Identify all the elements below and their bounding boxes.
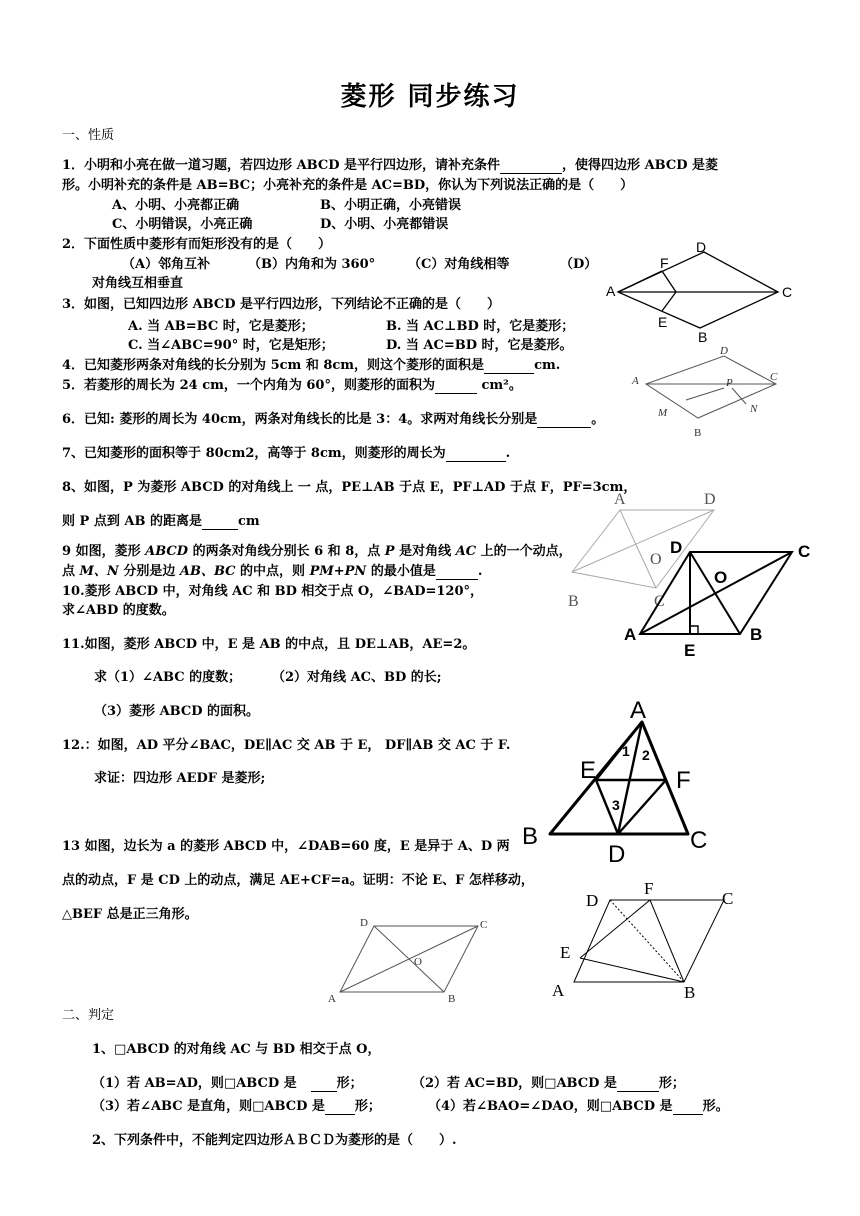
q5-text-b: cm²。: [476, 378, 522, 393]
figure-q10-rhombus: [322, 912, 502, 1004]
page-title: 菱形 同步练习: [340, 82, 520, 112]
q12-label-d: D: [608, 841, 626, 868]
question-12-line-1: 12.：如图，AD 平分∠BAC，DE∥AC 交 AB 于 E， DF∥AB 交 AC 于 F.: [62, 738, 511, 753]
q3-option-d: D. 当 AC=BD 时，它是菱形。: [386, 338, 573, 353]
q10-label-b: B: [448, 993, 456, 1005]
question-1-line-1: [62, 158, 718, 174]
q9-t13: PM+PN: [309, 564, 367, 579]
q2-option-d-text: 对角线互相垂直: [92, 276, 184, 291]
q13-rhombus-outline: [574, 900, 724, 982]
q4-answer-blank[interactable]: [484, 360, 534, 374]
question-12-line-2: 求证：四边形 AEDF 是菱形;: [94, 771, 266, 786]
q8-label-m: M: [658, 407, 668, 419]
p1-s3-blank[interactable]: [325, 1101, 355, 1115]
p1-s4-suffix: 形。: [702, 1099, 729, 1114]
q3-segment-af: [618, 271, 662, 292]
question-3-stem: 3．如图，已知四边形 ABCD 是平行四边形，下列结论不正确的是（ ）: [62, 297, 501, 312]
q9-t11: AB、BC: [179, 564, 236, 579]
q11-diagonal-bd: [690, 552, 740, 634]
section-heading-criteria: 二、判定: [62, 1008, 115, 1023]
q9-t14: 的最小值是: [366, 564, 436, 579]
q3-label-f: F: [660, 255, 669, 271]
question-6: [62, 412, 604, 428]
q9-t12: 的中点，则: [235, 564, 310, 579]
q6-answer-blank[interactable]: [537, 414, 591, 428]
q12-angle-3: 3: [612, 797, 620, 813]
q13-label-c: C: [722, 889, 734, 908]
question-2-stem: 2．下面性质中菱形有而矩形没有的是（ ）: [62, 237, 332, 252]
q8-answer-blank[interactable]: [202, 516, 238, 530]
q3-label-d: D: [696, 239, 707, 255]
question-8-line-2: [62, 514, 260, 530]
q1-text-a: 1．小明和小亮在做一道习题，若四边形 ABCD 是平行四边形，请补充条件: [62, 158, 501, 173]
q4-text-a: 4．已知菱形两条对角线的长分别为 5cm 和 8cm，则这个菱形的面积是: [62, 358, 485, 373]
q9-t10: 分别是边: [118, 564, 180, 579]
q4-text-b: cm.: [534, 358, 561, 373]
q13-label-a: A: [552, 981, 565, 1000]
p1-s2-suffix: 形；: [658, 1076, 685, 1091]
q2-option-b: （B）内角和为 360°: [248, 257, 376, 272]
question-11-part-3: （3）菱形 ABCD 的面积。: [94, 704, 260, 719]
q10-label-o: O: [414, 956, 422, 968]
q7-answer-blank[interactable]: [446, 448, 506, 462]
q3-label-c: C: [782, 284, 793, 300]
part2-question-2-stem: 2、下列条件中，不能判定四边形ＡＢＣＤ为菱形的是（ ）.: [92, 1133, 457, 1148]
question-13-line-1: 13 如图，边长为 a 的菱形 ABCD 中，∠DAB=60 度，E 是异于 A、D 两: [62, 839, 510, 854]
q2-option-d: （D）: [560, 257, 598, 272]
q3-option-a: A. 当 AB=BC 时，它是菱形；: [128, 319, 314, 334]
q1-option-c: C、小明错误，小亮正确: [112, 217, 253, 232]
q1-option-b: B、小明正确，小亮错误: [320, 198, 461, 213]
section-heading-properties: 一、性质: [62, 128, 115, 143]
q1-option-a: A、小明、小亮都正确: [112, 198, 240, 213]
q3-segment-fo: [662, 271, 676, 292]
q9-answer-blank[interactable]: [436, 566, 478, 580]
p1-s1-blank[interactable]: [311, 1078, 337, 1092]
q12-label-e: E: [580, 757, 597, 784]
q12-label-c: C: [690, 827, 708, 854]
q12-angle-1: 1: [622, 743, 630, 759]
p1-s1-text: （1）若 AB=AD，则□ABCD 是: [92, 1076, 297, 1091]
q3-label-a: A: [606, 283, 616, 299]
question-10-line-2: 求∠ABD 的度数。: [62, 603, 175, 618]
q9-t4: P: [384, 544, 395, 559]
q13-label-e: E: [560, 943, 571, 962]
q8-label-b: B: [694, 427, 702, 439]
question-11-part-1: 求（1）∠ABC 的度数；: [94, 670, 242, 685]
q1-answer-blank[interactable]: [500, 160, 562, 174]
q11-label-e: E: [684, 641, 696, 660]
question-8-line-1: 8、如图，P 为菱形 ABCD 的对角线上 一 点，PE⊥AB 于点 E，PF⊥AD 于点 F，PF=3cm，: [62, 480, 637, 495]
p1-s2-blank[interactable]: [617, 1078, 659, 1092]
q3-segment-oe: [662, 292, 676, 311]
q8-segment-pn: [732, 388, 746, 404]
q13-label-f: F: [644, 879, 654, 898]
q11-label-o: O: [714, 568, 728, 587]
q1-text-b: ，使得四边形 ABCD 是菱: [562, 158, 719, 173]
q12-angle-2: 2: [642, 747, 650, 763]
p1-subq-1: [92, 1076, 363, 1092]
q2-option-a: （A）邻角互补: [122, 257, 211, 272]
q9-t6: AC: [455, 544, 477, 559]
q13-label-d: D: [586, 891, 599, 910]
q9-label-a: A: [614, 491, 626, 508]
q9-t1: 9 如图，菱形: [62, 544, 146, 559]
p1-subq-3: [92, 1099, 381, 1115]
q9-label-o: O: [650, 551, 662, 568]
q10-diagonal-bd: [374, 926, 444, 992]
q11-right-angle-mark: [690, 626, 698, 634]
q9-label-c: C: [654, 593, 665, 610]
question-1-line-2: 形。小明补充的条件是 AB=BC；小亮补充的条件是 AC=BD，你认为下列说法正确的是（ ）: [62, 178, 634, 193]
q6-text-b: 。: [591, 412, 605, 427]
q10-label-a: A: [328, 993, 336, 1005]
question-11-line-1: 11.如图，菱形 ABCD 中，E 是 AB 的中点，且 DE⊥AB，AE=2。: [62, 637, 476, 652]
q9-t15: .: [477, 564, 483, 579]
q9-t7: 上的一个动点，: [476, 544, 572, 559]
q11-label-a: A: [624, 625, 637, 644]
q8-label-n: N: [750, 403, 758, 415]
q9-t9: M、N: [79, 564, 119, 579]
p1-s4-text: （4）若∠BAO=∠DAO，则□ABCD 是: [428, 1099, 673, 1114]
p1-s2-text: （2）若 AC=BD，则□ABCD 是: [412, 1076, 617, 1091]
q13-segment-eb: [580, 958, 684, 982]
p1-subq-2: [412, 1076, 685, 1092]
question-4: [62, 358, 560, 374]
q6-text-a: 6．已知: 菱形的周长为 40cm，两条对角线长的比是 3：4。求两对角线长分别是: [62, 412, 538, 427]
q12-label-a: A: [630, 697, 647, 724]
p1-s3-text: （3）若∠ABC 是直角，则□ABCD 是: [92, 1099, 325, 1114]
p1-s4-blank[interactable]: [673, 1101, 703, 1115]
figure-q13-rhombus: [546, 878, 756, 1006]
q9-label-b: B: [568, 593, 579, 610]
q7-text-b: .: [505, 446, 511, 461]
q13-label-b: B: [684, 983, 696, 1002]
p1-subq-4: [428, 1099, 729, 1115]
figure-q8-rhombus: [628, 344, 788, 440]
p1-s1-suffix: 形；: [336, 1076, 363, 1091]
q13-segment-fb: [650, 900, 684, 982]
q9-t5: 是对角线: [394, 544, 456, 559]
q8-label-d: D: [720, 345, 728, 357]
q2-option-c: （C）对角线相等: [408, 257, 510, 272]
figure-q3-parallelogram: [600, 238, 800, 348]
part2-question-1-stem: 1、□ABCD 的对角线 AC 与 BD 相交于点 O，: [92, 1042, 381, 1057]
q13-diagonal-db: [610, 900, 684, 982]
q10-label-c: C: [480, 919, 488, 931]
q10-label-d: D: [360, 917, 368, 929]
q3-label-b: B: [698, 329, 708, 345]
q8-text-a: 则 P 点到 AB 的距离是: [62, 514, 202, 529]
q9-t8: 点: [62, 564, 80, 579]
q5-text-a: 5．若菱形的周长为 24 cm，一个内角为 60°，则菱形的面积为: [62, 378, 435, 393]
q7-text-a: 7、已知菱形的面积等于 80cm2，高等于 8cm，则菱形的周长为: [62, 446, 446, 461]
q8-label-c: C: [770, 371, 778, 383]
q8-segment-pm: [686, 388, 724, 400]
q12-label-b: B: [522, 823, 539, 850]
q8-text-b: cm: [237, 514, 260, 529]
question-13-line-2: 点的动点，F 是 CD 上的动点，满足 AE+CF=a。证明：不论 E、F 怎样移动，: [62, 873, 534, 888]
question-11-part-2: （2）对角线 AC、BD 的长;: [272, 670, 442, 685]
question-13-line-3: △BEF 总是正三角形。: [62, 907, 198, 922]
q1-option-d: D、小明、小亮都错误: [320, 217, 449, 232]
q12-triangle-abc: [550, 722, 688, 834]
q11-label-c: C: [798, 542, 811, 561]
q9-label-d: D: [704, 491, 716, 508]
figure-q12-triangle: [520, 694, 720, 866]
question-10-line-1: 10.菱形 ABCD 中，对角线 AC 和 BD 相交于点 O，∠BAD=120°，: [62, 584, 484, 599]
q3-label-e: E: [658, 314, 668, 330]
q8-label-a: A: [632, 375, 639, 387]
q3-option-c: C. 当∠ABC=90° 时，它是矩形；: [128, 338, 334, 353]
question-7: [62, 446, 510, 462]
q3-option-b: B. 当 AC⊥BD 时，它是菱形；: [386, 319, 575, 334]
p1-s3-suffix: 形；: [354, 1099, 381, 1114]
q9-t3: 的两条对角线分别长 6 和 8，点: [188, 544, 385, 559]
q11-label-d: D: [670, 538, 683, 557]
q8-label-p: P: [726, 377, 733, 389]
q3-rhombus-outline: [618, 252, 778, 328]
question-9-line-2: [62, 564, 482, 580]
question-9-line-1: [62, 544, 572, 560]
q5-answer-blank[interactable]: [435, 380, 477, 394]
figure-q11-rhombus: [620, 536, 820, 662]
q12-label-f: F: [676, 767, 691, 794]
question-5: [62, 378, 522, 394]
q9-t2: ABCD: [145, 544, 189, 559]
q11-label-b: B: [750, 625, 763, 644]
